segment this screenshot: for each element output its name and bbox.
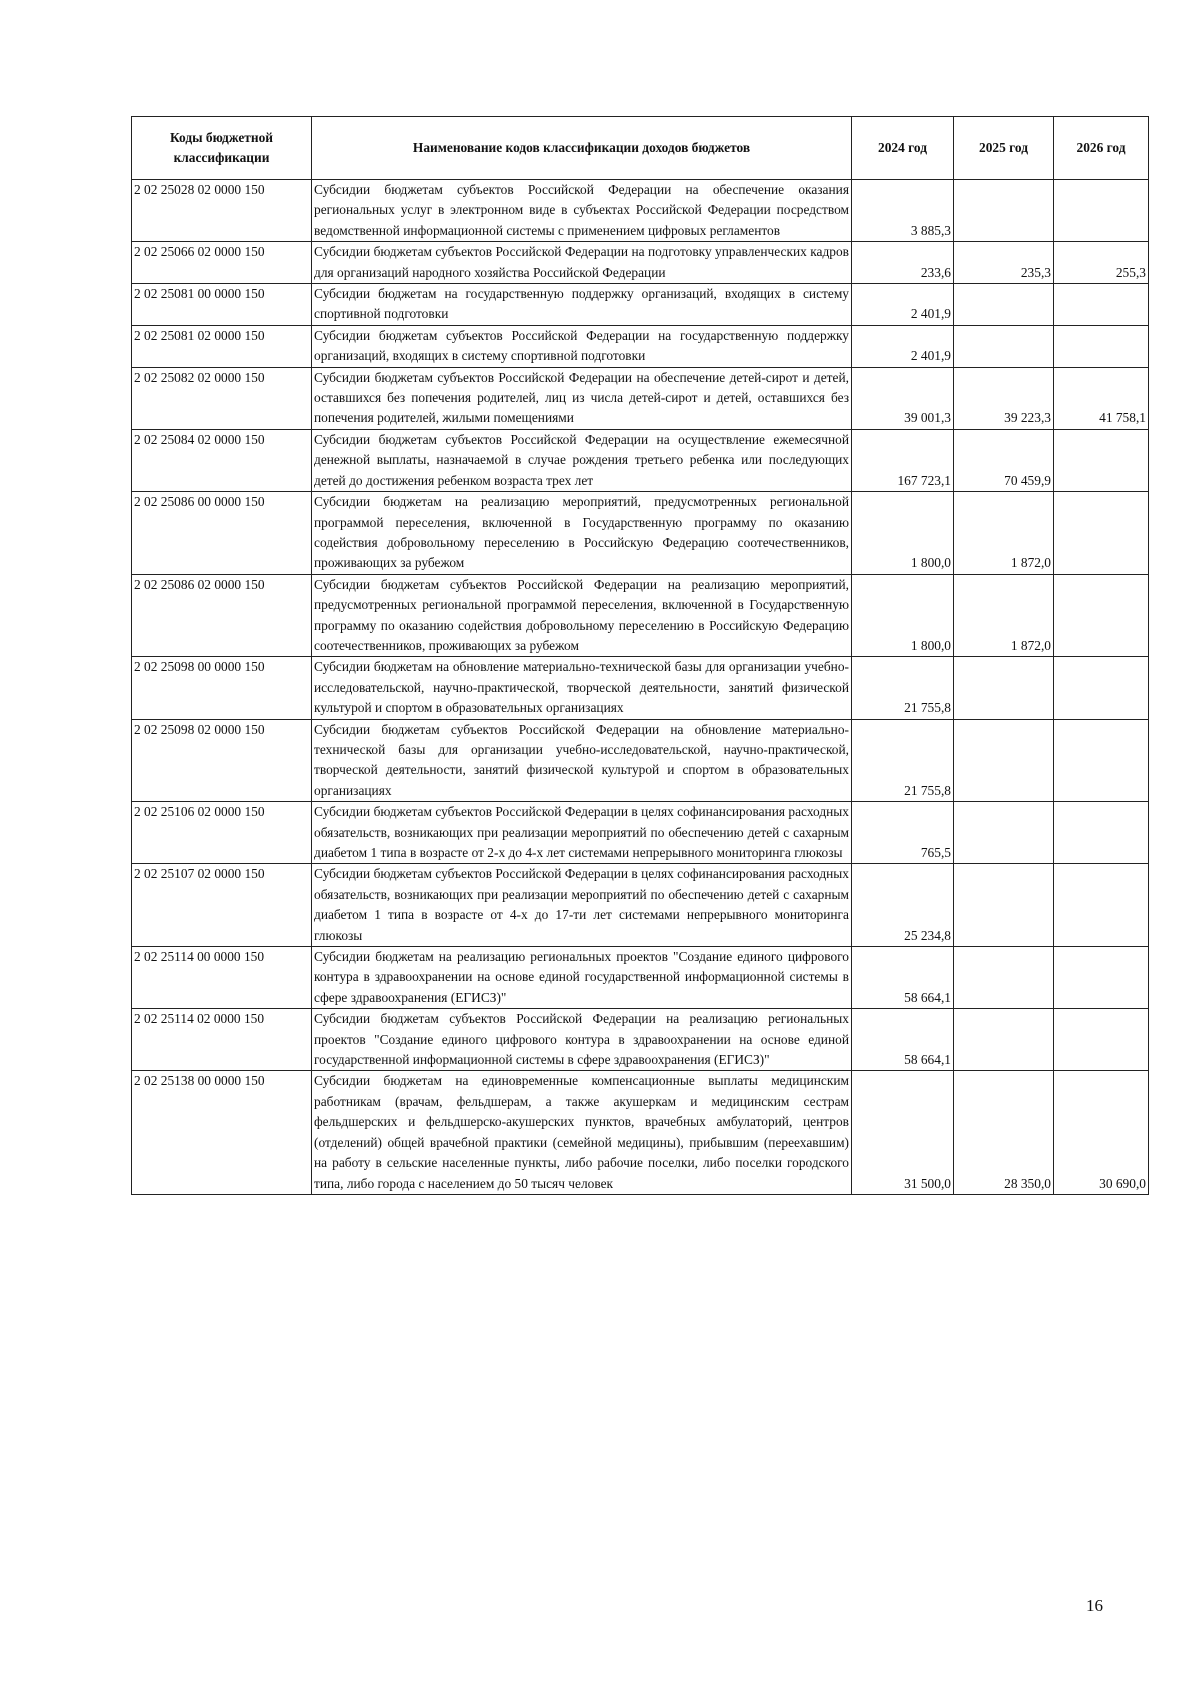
value-2025-cell — [954, 947, 1054, 1009]
value-2025-cell — [954, 657, 1054, 719]
header-name: Наименование кодов классификации доходов бюджетов — [312, 117, 852, 180]
name-cell: Субсидии бюджетам субъектов Российской Федерации на реализацию мероприятий, предусмотренных региональной программой переселения, включенной в Государственную программу по оказанию содействия добровольному переселению в Российскую Федерацию соотечественников, проживающих за рубежом — [312, 574, 852, 657]
table-row — [132, 367, 1149, 429]
code-cell: 2 02 25107 02 0000 150 — [132, 864, 312, 947]
value-2026-cell — [1054, 325, 1149, 367]
value-2026-cell — [1054, 429, 1149, 491]
value-2025-cell: 1 872,0 — [954, 492, 1054, 575]
value-2025-cell — [954, 284, 1054, 326]
value-2024-cell: 2 401,9 — [852, 284, 954, 326]
code-cell: 2 02 25098 00 0000 150 — [132, 657, 312, 719]
code-cell: 2 02 25066 02 0000 150 — [132, 242, 312, 284]
value-2024-cell: 1 800,0 — [852, 492, 954, 575]
name-cell: Субсидии бюджетам на единовременные компенсационные выплаты медицинским работникам (врачам, фельдшерам, а также акушеркам и медицинским сестрам фельдшерских и фельдшерско-акушерских пунктов, врачебных амбулаторий, центров (отделений) общей врачебной практики (семейной медицины), прибывшим (переехавшим) на работу в сельские населенные пункты, либо рабочие поселки, либо поселки городского типа, либо города с населением до 50 тысяч человек — [312, 1071, 852, 1194]
table-row — [132, 802, 1149, 864]
header-2024: 2024 год — [852, 117, 954, 180]
value-2026-cell — [1054, 802, 1149, 864]
value-2024-cell: 21 755,8 — [852, 719, 954, 802]
value-2025-cell — [954, 719, 1054, 802]
code-cell: 2 02 25082 02 0000 150 — [132, 367, 312, 429]
value-2024-cell: 765,5 — [852, 802, 954, 864]
value-2026-cell — [1054, 719, 1149, 802]
value-2024-cell: 3 885,3 — [852, 180, 954, 242]
name-cell: Субсидии бюджетам субъектов Российской Федерации на осуществление ежемесячной денежной выплаты, назначаемой в случае рождения третьего ребенка или последующих детей до достижения ребенком возраста трех лет — [312, 429, 852, 491]
code-cell: 2 02 25114 02 0000 150 — [132, 1009, 312, 1071]
code-cell: 2 02 25028 02 0000 150 — [132, 180, 312, 242]
table-row — [132, 492, 1149, 575]
name-cell: Субсидии бюджетам субъектов Российской Федерации на реализацию региональных проектов "Создание единого цифрового контура в здравоохранении на основе единой государственной информационной системы в сфере здравоохранения (ЕГИСЗ)" — [312, 1009, 852, 1071]
value-2026-cell — [1054, 284, 1149, 326]
code-cell: 2 02 25114 00 0000 150 — [132, 947, 312, 1009]
code-cell: 2 02 25098 02 0000 150 — [132, 719, 312, 802]
name-cell: Субсидии бюджетам субъектов Российской Федерации на обеспечение оказания региональных услуг в электронном виде в субъектах Российской Федерации посредством ведомственной информационной системы с применением цифровых регламентов — [312, 180, 852, 242]
code-cell: 2 02 25081 02 0000 150 — [132, 325, 312, 367]
name-cell: Субсидии бюджетам субъектов Российской Федерации в целях софинансирования расходных обязательств, возникающих при реализации мероприятий по обеспечению детей с сахарным диабетом 1 типа в возрасте от 2-х до 4-х лет системами непрерывного мониторинга глюкозы — [312, 802, 852, 864]
code-cell: 2 02 25138 00 0000 150 — [132, 1071, 312, 1194]
value-2024-cell: 2 401,9 — [852, 325, 954, 367]
table-row — [132, 864, 1149, 947]
value-2024-cell: 39 001,3 — [852, 367, 954, 429]
value-2026-cell — [1054, 864, 1149, 947]
value-2025-cell — [954, 802, 1054, 864]
value-2025-cell: 39 223,3 — [954, 367, 1054, 429]
value-2024-cell: 233,6 — [852, 242, 954, 284]
value-2026-cell: 30 690,0 — [1054, 1071, 1149, 1194]
table-row — [132, 574, 1149, 657]
code-cell: 2 02 25086 00 0000 150 — [132, 492, 312, 575]
value-2026-cell: 41 758,1 — [1054, 367, 1149, 429]
value-2025-cell — [954, 325, 1054, 367]
table-header-row — [132, 117, 1149, 180]
table-row — [132, 180, 1149, 242]
value-2024-cell: 21 755,8 — [852, 657, 954, 719]
value-2025-cell — [954, 180, 1054, 242]
name-cell: Субсидии бюджетам субъектов Российской Федерации в целях софинансирования расходных обязательств, возникающих при реализации мероприятий по обеспечению детей с сахарным диабетом 1 типа в возрасте от 4-х до 17-ти лет системами непрерывного мониторинга глюкозы — [312, 864, 852, 947]
code-cell: 2 02 25081 00 0000 150 — [132, 284, 312, 326]
table-row — [132, 429, 1149, 491]
value-2025-cell — [954, 864, 1054, 947]
value-2026-cell — [1054, 492, 1149, 575]
name-cell: Субсидии бюджетам на реализацию мероприятий, предусмотренных региональной программой переселения, включенной в Государственную программу по оказанию содействия добровольному переселению в Российскую Федерацию соотечественников, проживающих за рубежом — [312, 492, 852, 575]
value-2024-cell: 31 500,0 — [852, 1071, 954, 1194]
value-2026-cell — [1054, 947, 1149, 1009]
table-row — [132, 719, 1149, 802]
name-cell: Субсидии бюджетам субъектов Российской Федерации на подготовку управленческих кадров для организаций народного хозяйства Российской Федерации — [312, 242, 852, 284]
name-cell: Субсидии бюджетам на обновление материально-технической базы для организации учебно-исследовательской, научно-практической, творческой деятельности, занятий физической культурой и спортом в образовательных организациях — [312, 657, 852, 719]
value-2024-cell: 167 723,1 — [852, 429, 954, 491]
value-2026-cell — [1054, 574, 1149, 657]
value-2025-cell: 28 350,0 — [954, 1071, 1054, 1194]
value-2024-cell: 58 664,1 — [852, 1009, 954, 1071]
table-row — [132, 325, 1149, 367]
budget-classification-table — [131, 116, 1149, 1195]
table-row — [132, 1009, 1149, 1071]
name-cell: Субсидии бюджетам на реализацию региональных проектов "Создание единого цифрового контура в здравоохранении на основе единой государственной информационной системы в сфере здравоохранения (ЕГИСЗ)" — [312, 947, 852, 1009]
value-2025-cell: 235,3 — [954, 242, 1054, 284]
value-2025-cell: 70 459,9 — [954, 429, 1054, 491]
header-2025: 2025 год — [954, 117, 1054, 180]
value-2024-cell: 1 800,0 — [852, 574, 954, 657]
table-row — [132, 657, 1149, 719]
value-2025-cell: 1 872,0 — [954, 574, 1054, 657]
name-cell: Субсидии бюджетам субъектов Российской Федерации на государственную поддержку организаций, входящих в систему спортивной подготовки — [312, 325, 852, 367]
name-cell: Субсидии бюджетам субъектов Российской Федерации на обеспечение детей-сирот и детей, оставшихся без попечения родителей, лиц из числа детей-сирот и детей, оставшихся без попечения родителей, жилыми помещениями — [312, 367, 852, 429]
table-row — [132, 1071, 1149, 1194]
name-cell: Субсидии бюджетам субъектов Российской Федерации на обновление материально-технической базы для организации учебно-исследовательской, научно-практической, творческой деятельности, занятий физической культурой и спортом в образовательных организациях — [312, 719, 852, 802]
value-2026-cell: 255,3 — [1054, 242, 1149, 284]
code-cell: 2 02 25086 02 0000 150 — [132, 574, 312, 657]
value-2025-cell — [954, 1009, 1054, 1071]
table-row — [132, 947, 1149, 1009]
value-2026-cell — [1054, 180, 1149, 242]
value-2026-cell — [1054, 657, 1149, 719]
value-2026-cell — [1054, 1009, 1149, 1071]
header-code: Коды бюджетной классификации — [132, 117, 312, 180]
table-row — [132, 284, 1149, 326]
code-cell: 2 02 25084 02 0000 150 — [132, 429, 312, 491]
value-2024-cell: 58 664,1 — [852, 947, 954, 1009]
header-2026: 2026 год — [1054, 117, 1149, 180]
page-number: 16 — [1086, 1596, 1103, 1615]
table-row — [132, 242, 1149, 284]
value-2024-cell: 25 234,8 — [852, 864, 954, 947]
code-cell: 2 02 25106 02 0000 150 — [132, 802, 312, 864]
name-cell: Субсидии бюджетам на государственную поддержку организаций, входящих в систему спортивной подготовки — [312, 284, 852, 326]
